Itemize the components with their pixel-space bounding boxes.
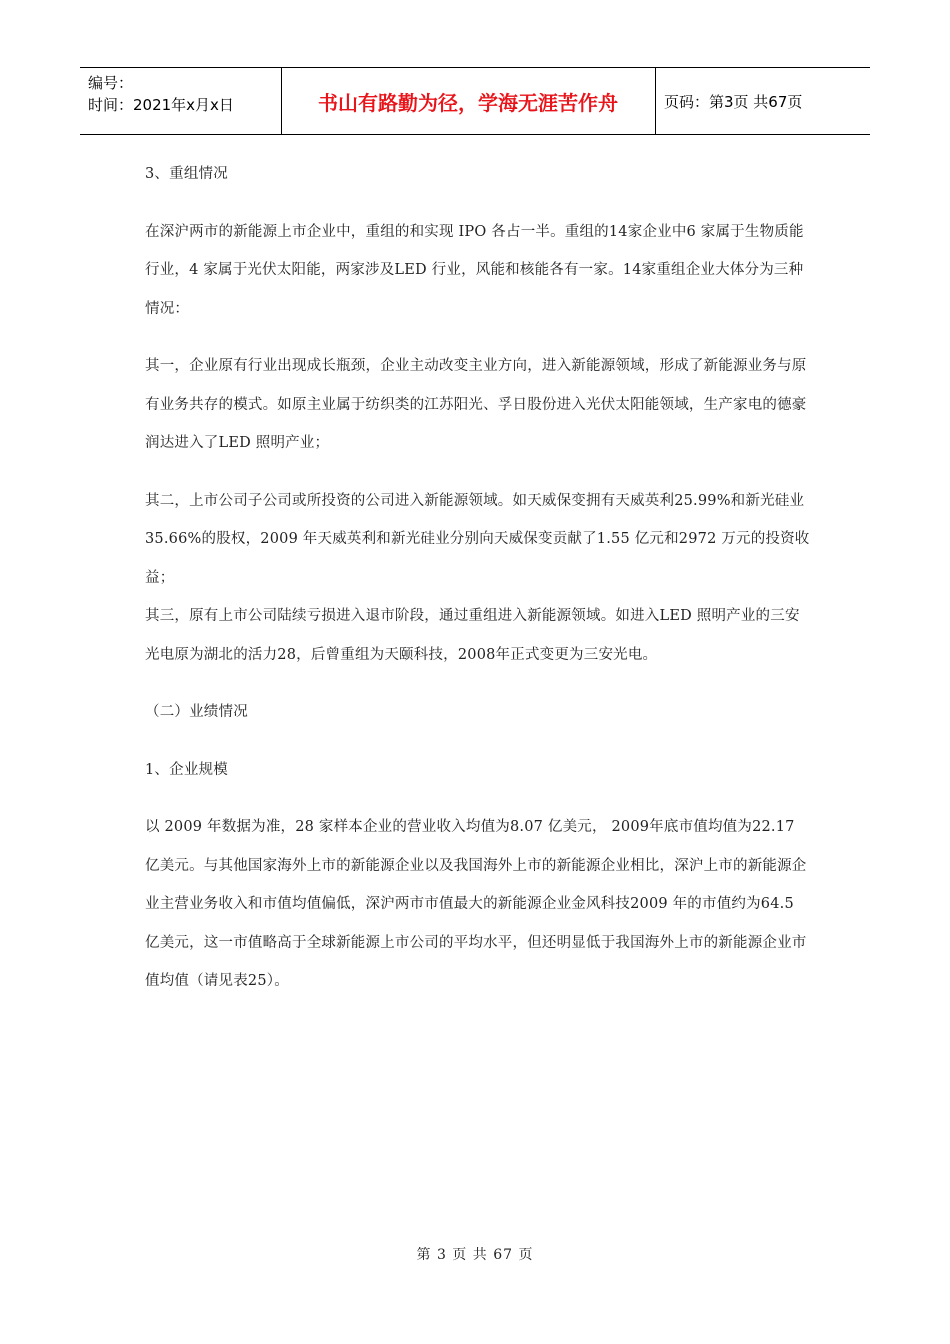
document-body xyxy=(145,155,810,1001)
document-number-label: 编号： xyxy=(88,74,134,92)
section-heading-scale: 1、企业规模 xyxy=(145,761,228,778)
section-heading-restructure: 3、重组情况 xyxy=(145,166,228,182)
document-date-label: 时间：2021年x月x日 xyxy=(88,96,234,114)
paragraph-case-one: 其一，企业原有行业出现成长瓶颈，企业主动改变主业方向，进入新能源领域，形成了新能源业务与原有业务共存的模式。如原主业属于纺织类的江苏阳光、孚日股份进入光伏太阳能领域，生产家电的德豪润达进入了LED 照明产业； xyxy=(145,358,807,451)
paragraph-case-two: 其二，上市公司子公司或所投资的公司进入新能源领域。如天威保变拥有天威英利25.99%和新光硅业35.66%的股权，2009 年天威英利和新光硅业分别向天威保变贡献了1.55 亿元和2972 万元的投资收益； xyxy=(145,492,810,586)
section-heading-performance: （二）业绩情况 xyxy=(145,704,248,720)
paragraph-case-three: 其三，原有上市公司陆续亏损进入退市阶段，通过重组进入新能源领域。如进入LED 照明产业的三安光电原为湖北的活力28，后曾重组为天颐科技，2008年正式变更为三安光电。 xyxy=(145,608,800,663)
page-footer: 第 3 页 共 67 页 xyxy=(416,1247,534,1263)
header-page-info: 页码：第3页 共67页 xyxy=(664,92,803,111)
page-header xyxy=(80,67,870,135)
paragraph-restructure-overview: 在深沪两市的新能源上市企业中，重组的和实现 IPO 各占一半。重组的14家企业中6 家属于生物质能行业，4 家属于光伏太阳能，两家涉及LED 行业，风能和核能各有一家。14家重组企业大体分为三种情况： xyxy=(145,223,804,317)
header-meta xyxy=(88,72,278,116)
paragraph-scale: 以 2009 年数据为准，28 家样本企业的营业收入均值为8.07 亿美元， 2009年底市值均值为22.17 亿美元。与其他国家海外上市的新能源企业以及我国海外上市的新能源企业相比，深沪上市的新能源企业主营业务收入和市值均值偏低，深沪两市市值最大的新能源企业金风科技2009 年的市值约为64.5 亿美元，这一市值略高于全球新能源上市公司的平均水平，但还明显低于我国海外上市的新能源企业市值均值（请见表25）。 xyxy=(145,819,807,989)
header-motto: 书山有路勤为径，学海无涯苦作舟 xyxy=(318,90,618,115)
header-divider-right xyxy=(655,68,656,134)
